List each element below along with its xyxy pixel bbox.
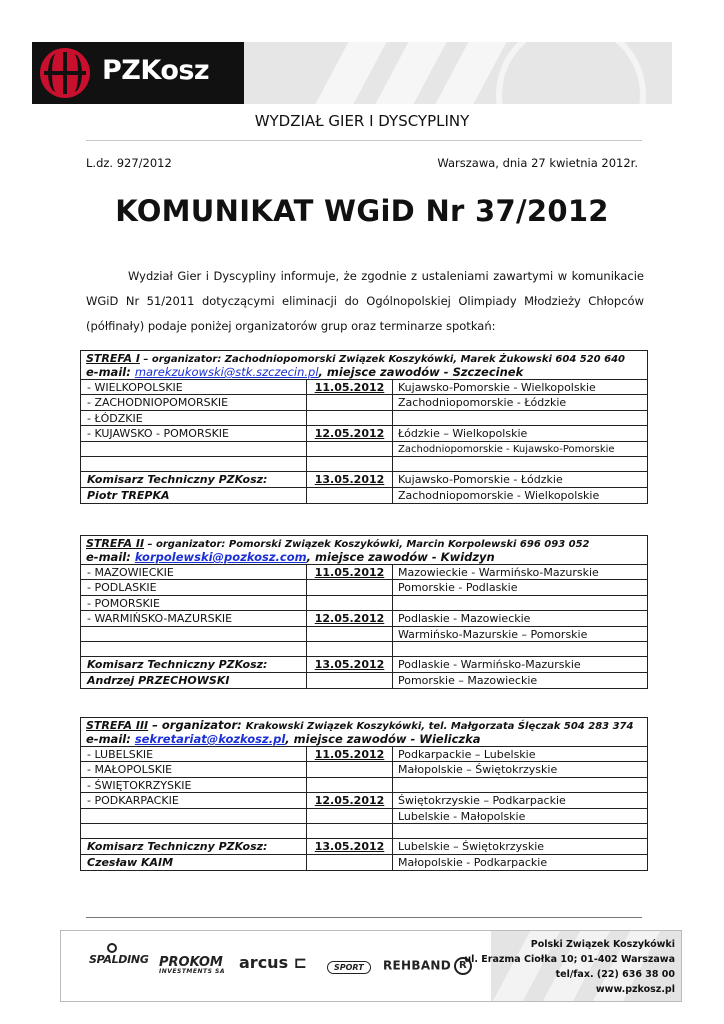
date-cell xyxy=(307,778,393,792)
team-cell: - PODLASKIE xyxy=(81,580,307,594)
table-row xyxy=(81,657,647,672)
team-cell: - MAŁOPOLSKIE xyxy=(81,762,307,776)
zone-table-3 xyxy=(80,717,648,871)
team-cell: - WARMIŃSKO-MAZURSKIE xyxy=(81,611,307,625)
team-cell: Komisarz Techniczny PZKosz: xyxy=(81,839,307,853)
date-cell: 13.05.2012 xyxy=(307,657,393,671)
match-cell: Lubelskie - Małopolskie xyxy=(398,809,526,823)
table-row xyxy=(81,839,647,854)
match-cell xyxy=(393,824,647,838)
match-cell: Świętokrzyskie – Podkarpackie xyxy=(398,794,566,808)
arcus-logo xyxy=(239,953,307,972)
date-cell xyxy=(307,762,393,776)
match-cell: Podlaskie - Mazowieckie xyxy=(398,612,531,626)
match-cell: Małopolskie - Podkarpackie xyxy=(398,855,548,869)
date-cell xyxy=(307,395,393,409)
match-cell: Kujawsko-Pomorskie - Łódzkie xyxy=(398,473,563,487)
date-cell xyxy=(307,642,393,656)
reference-number: L.dz. 927/2012 xyxy=(86,156,172,170)
zone-rows xyxy=(81,380,647,503)
basketball-icon xyxy=(40,48,90,98)
match-cell xyxy=(393,778,647,792)
table-row xyxy=(81,580,647,595)
banner-stripe xyxy=(376,42,447,104)
footer xyxy=(60,930,682,1002)
match-cell xyxy=(393,411,647,425)
address-line: ul. Erazma Ciołka 10; 01-402 Warszawa xyxy=(464,954,675,965)
intro-text: Wydział Gier i Dyscypliny informuje, że zgodnie z ustaleniami zawartymi w komunikacie WGiD Nr 51/2011 dotyczącymi eliminacji do Ogólnopolskiej Olimpiady Młodzieży Chłopców (półfinały) podaje poniżej organizatorów grup oraz terminarze spotkań: xyxy=(86,269,644,333)
address-line: Polski Związek Koszykówki xyxy=(530,939,675,950)
table-row xyxy=(81,380,647,395)
zone-name: STREFA I xyxy=(86,352,140,365)
team-cell: - KUJAWSKO - POMORSKIE xyxy=(81,426,307,440)
date-cell: 11.05.2012 xyxy=(307,565,393,579)
address-line[interactable]: www.pzkosz.pl xyxy=(595,984,675,995)
zone-organizer: Krakowski Związek Koszykówki, tel. Małgorzata Ślęczak 504 283 374 xyxy=(245,721,634,732)
date-cell: 12.05.2012 xyxy=(307,426,393,440)
date-cell xyxy=(307,855,393,870)
spalding-text: SPALDING xyxy=(89,953,149,966)
divider xyxy=(86,140,642,141)
zone-organizer: – organizator: Pomorski Związek Koszykówki, Marcin Korpolewski 696 093 052 xyxy=(144,539,590,550)
match-cell xyxy=(393,457,647,471)
arcus-text: arcus xyxy=(239,953,289,972)
table-row xyxy=(81,426,647,441)
prokom-subtext: INVESTMENTS SA xyxy=(159,968,225,975)
sport-logo: SPORT xyxy=(327,961,371,974)
team-cell: Piotr TREPKA xyxy=(81,488,307,503)
venue-text: , miejsce zawodów - Szczecinek xyxy=(318,365,524,379)
date-cell: 12.05.2012 xyxy=(307,611,393,625)
table-row xyxy=(81,673,647,688)
prokom-logo xyxy=(159,955,225,975)
document-title: KOMUNIKAT WGiD Nr 37/2012 xyxy=(115,194,609,228)
table-row xyxy=(81,855,647,870)
date-cell xyxy=(307,824,393,838)
basketball-outline-icon xyxy=(496,42,646,104)
footer-divider xyxy=(86,917,642,918)
team-cell: - PODKARPACKIE xyxy=(81,793,307,807)
logo-text: PZKosz xyxy=(102,55,210,86)
table-row xyxy=(81,611,647,626)
team-cell: - WIELKOPOLSKIE xyxy=(81,380,307,394)
intro-paragraph xyxy=(86,264,644,339)
zone-organizer: – organizator: Zachodniopomorski Związek Koszykówki, Marek Żukowski 604 520 640 xyxy=(139,354,625,365)
email-link[interactable]: korpolewski@pozkosz.com xyxy=(134,550,307,564)
email-link[interactable]: marekzukowski@stk.szczecin.pl xyxy=(134,365,319,379)
date-cell: 11.05.2012 xyxy=(307,380,393,394)
team-cell: - ŁÓDZKIE xyxy=(81,411,307,425)
team-cell: - POMORSKIE xyxy=(81,596,307,610)
match-cell: Małopolskie – Świętokrzyskie xyxy=(398,763,558,777)
table-row xyxy=(81,824,647,839)
department-name: WYDZIAŁ GIER I DYSCYPLINY xyxy=(254,112,470,130)
match-cell: Zachodniopomorskie - Kujawsko-Pomorskie xyxy=(398,443,615,455)
zone-table-2 xyxy=(80,535,648,689)
table-row xyxy=(81,411,647,426)
match-cell: Podkarpackie – Lubelskie xyxy=(398,748,536,761)
email-label: e-mail: xyxy=(86,732,135,746)
table-row xyxy=(81,488,647,503)
date-cell xyxy=(307,673,393,688)
team-cell: - ŚWIĘTOKRZYSKIE xyxy=(81,778,307,792)
date-cell: 13.05.2012 xyxy=(307,472,393,486)
table-row xyxy=(81,442,647,457)
match-cell: Warmińsko-Mazurskie – Pomorskie xyxy=(398,627,588,641)
table-row xyxy=(81,565,647,580)
zone-name: STREFA II xyxy=(86,537,145,550)
zone-header xyxy=(81,718,647,747)
match-cell xyxy=(393,642,647,656)
arcus-mark-icon: ⊏ xyxy=(293,953,308,972)
pzkosz-logo xyxy=(32,42,244,104)
match-cell: Podlaskie - Warmińsko-Mazurskie xyxy=(398,658,581,672)
zone-header xyxy=(81,536,647,565)
date-cell xyxy=(307,580,393,594)
address-line: tel/fax. (22) 636 38 00 xyxy=(555,969,675,980)
date-cell xyxy=(307,809,393,823)
table-row xyxy=(81,457,647,472)
match-cell: Pomorskie – Mazowieckie xyxy=(398,673,538,687)
banner-stripe xyxy=(316,42,387,104)
table-row xyxy=(81,809,647,824)
date-cell xyxy=(307,457,393,471)
team-cell: Komisarz Techniczny PZKosz: xyxy=(81,472,307,486)
match-cell: Pomorskie - Podlaskie xyxy=(398,581,518,595)
zone-name: STREFA III xyxy=(86,719,149,732)
venue-text: , miejsce zawodów - Wieliczka xyxy=(285,732,481,746)
team-cell xyxy=(81,627,307,641)
match-cell: Zachodniopomorskie - Łódzkie xyxy=(398,396,567,410)
rehband-mark-icon: R xyxy=(454,957,472,975)
zone-table-1 xyxy=(80,350,648,504)
zone-organizer-label: – organizator: xyxy=(148,718,246,732)
email-link[interactable]: sekretariat@kozkosz.pl xyxy=(134,732,286,746)
match-cell: Mazowieckie - Warmińsko-Mazurskie xyxy=(398,566,599,579)
rehband-logo xyxy=(383,957,472,975)
team-cell: - LUBELSKIE xyxy=(81,747,307,761)
header-banner xyxy=(32,42,672,104)
team-cell xyxy=(81,824,307,838)
team-cell: Andrzej PRZECHOWSKI xyxy=(81,673,307,688)
prokom-text: PROKOM xyxy=(159,955,223,970)
date-cell xyxy=(307,442,393,456)
table-row xyxy=(81,642,647,657)
venue-text: , miejsce zawodów - Kwidzyn xyxy=(306,550,495,564)
spalding-logo xyxy=(89,955,149,966)
team-cell: - MAZOWIECKIE xyxy=(81,565,307,579)
match-cell: Zachodniopomorskie - Wielkopolskie xyxy=(398,488,600,502)
date-cell xyxy=(307,596,393,610)
document-date: Warszawa, dnia 27 kwietnia 2012r. xyxy=(437,156,638,170)
match-cell: Łódzkie – Wielkopolskie xyxy=(398,427,528,441)
team-cell xyxy=(81,457,307,471)
team-cell: Czesław KAIM xyxy=(81,855,307,870)
table-row xyxy=(81,395,647,410)
date-cell: 12.05.2012 xyxy=(307,793,393,807)
email-label: e-mail: xyxy=(86,365,135,379)
match-cell: Lubelskie – Świętokrzyskie xyxy=(398,840,545,854)
date-cell: 11.05.2012 xyxy=(307,747,393,761)
table-row xyxy=(81,596,647,611)
team-cell: Komisarz Techniczny PZKosz: xyxy=(81,657,307,671)
table-row xyxy=(81,627,647,642)
federation-address xyxy=(464,937,675,997)
email-label: e-mail: xyxy=(86,550,135,564)
match-cell: Kujawsko-Pomorskie - Wielkopolskie xyxy=(398,381,596,394)
table-row xyxy=(81,472,647,487)
table-row xyxy=(81,747,647,762)
team-cell xyxy=(81,809,307,823)
zone-header xyxy=(81,351,647,380)
date-cell xyxy=(307,411,393,425)
team-cell: - ZACHODNIOPOMORSKIE xyxy=(81,395,307,409)
table-row xyxy=(81,778,647,793)
team-cell xyxy=(81,442,307,456)
zone-rows xyxy=(81,747,647,870)
team-cell xyxy=(81,642,307,656)
date-cell xyxy=(307,488,393,503)
table-row xyxy=(81,762,647,777)
match-cell xyxy=(393,596,647,610)
table-row xyxy=(81,793,647,808)
date-cell: 13.05.2012 xyxy=(307,839,393,853)
ball-icon xyxy=(107,943,117,953)
zone-rows xyxy=(81,565,647,688)
rehband-text: REHBAND xyxy=(383,958,452,973)
date-cell xyxy=(307,627,393,641)
